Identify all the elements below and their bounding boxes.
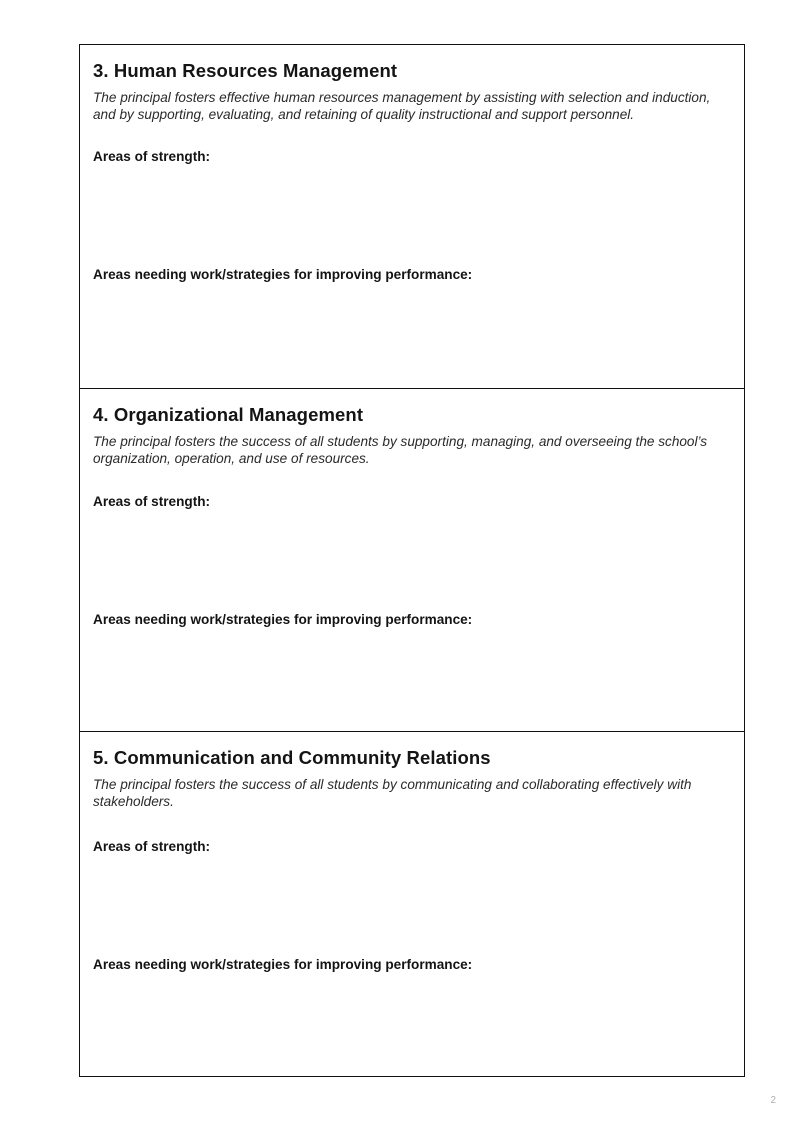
section-description: The principal fosters the success of all students by communicating and collaborating effectively with stakeholders. [93,777,692,809]
section-description: The principal fosters effective human resources management by assisting with selection and induction, and by supporting, evaluating, and retaining of quality instructional and support personnel. [93,90,711,122]
areas-of-strength-label: Areas of strength: [93,494,211,509]
section-description: The principal fosters the success of all students by supporting, managing, and overseeing the school’s organization, operation, and use of resources. [93,434,708,466]
section-heading: 4. Organizational Management [93,404,364,425]
evaluation-form-table [79,44,745,1077]
areas-needing-work-label: Areas needing work/strategies for improving performance: [93,267,473,282]
section-communication-community-relations [80,731,744,1076]
section-human-resources-management [80,45,744,389]
page-number: 2 [770,1095,776,1106]
section-heading: 3. Human Resources Management [93,60,398,81]
section-heading: 5. Communication and Community Relations [93,747,491,768]
areas-of-strength-label: Areas of strength: [93,149,211,164]
areas-of-strength-label: Areas of strength: [93,839,211,854]
section-organizational-management [80,388,744,732]
areas-needing-work-label: Areas needing work/strategies for improving performance: [93,612,473,627]
areas-needing-work-label: Areas needing work/strategies for improving performance: [93,957,473,972]
